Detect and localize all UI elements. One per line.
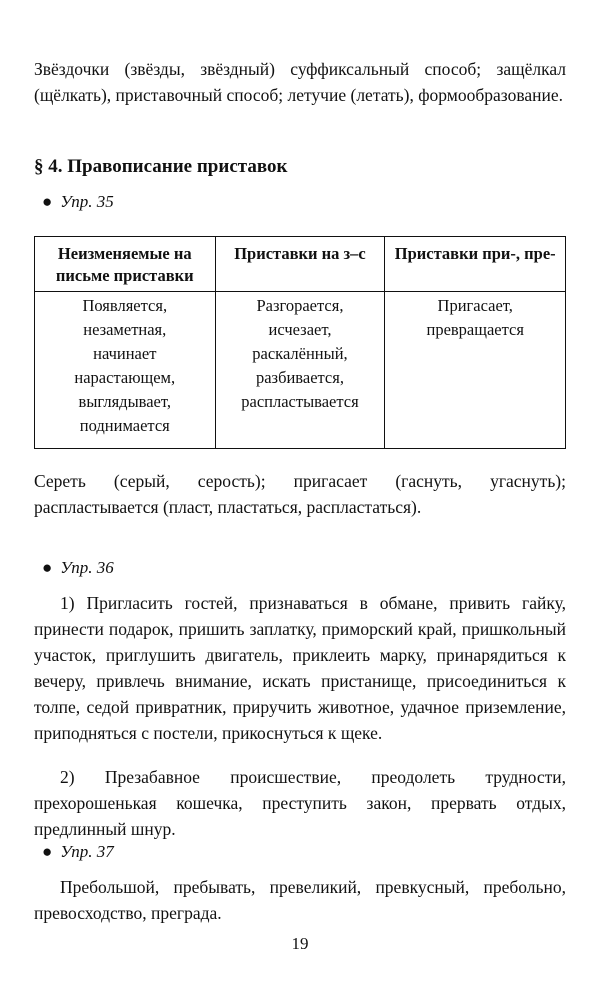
intro-line-3: (летать), формообразование. bbox=[350, 85, 564, 105]
intro-line-1: Звёздочки (звёзды, звёздный) суффиксальный способ; bbox=[34, 59, 482, 79]
exercise-36-label-text: Упр. 36 bbox=[60, 558, 114, 577]
table-header-unchangeable: Неизменяемые на письме приставки bbox=[35, 237, 216, 292]
table-word: незаметная, bbox=[83, 320, 167, 339]
table-word: исчезает, bbox=[268, 320, 332, 339]
table-cell-pri-pre bbox=[385, 292, 566, 449]
table-header-pri-pre: Приставки при-, пре- bbox=[385, 237, 566, 292]
exercise-35-analysis: Сереть (серый, серость); пригасает (гаснуть, угаснуть); распластывается (пласт, пластаться, распластаться). bbox=[34, 471, 566, 517]
section-heading: § 4. Правописание приставок bbox=[34, 156, 288, 177]
exercise-36-label bbox=[42, 558, 114, 578]
intro-line-2: защёлкал (щёлкать), приставочный способ; летучие bbox=[34, 59, 567, 105]
prefix-table bbox=[34, 236, 566, 449]
intro-paragraph bbox=[34, 56, 566, 108]
exercise-37-text: Пребольшой, пребывать, превеликий, превкусный, пребольно, превосходство, преграда. bbox=[34, 877, 566, 923]
exercise-35-label-text: Упр. 35 bbox=[60, 192, 114, 211]
table-word: раскалённый, bbox=[252, 344, 348, 363]
bullet-icon: ● bbox=[42, 558, 53, 577]
table-cell-z-s bbox=[215, 292, 385, 449]
table-word: поднимается bbox=[79, 416, 170, 435]
page-number: 19 bbox=[291, 934, 309, 953]
table-word: начинает bbox=[93, 344, 157, 363]
exercise-36-part-1: 1) Пригласить гостей, признаваться в обмане, привить гайку, принести подарок, пришить заплатку, приморский край, пришкольный участок, приглушить двигатель, приклеить марку, принарядиться к вечеру, привлечь внимание, искать пристанище, присоединиться к толпе, седой привратник, приручить животное, удачное приземление, приподняться с постели, прикоснуться к щеке. bbox=[34, 593, 566, 743]
table-word: распластывается bbox=[241, 392, 359, 411]
table-word: нарастающем, bbox=[74, 368, 176, 387]
bullet-icon: ● bbox=[42, 842, 53, 861]
table-word: Разгорается, bbox=[256, 296, 344, 315]
exercise-36-part-2: 2) Презабавное происшествие, преодолеть трудности, прехорошенькая кошечка, преступить закон, прервать отдых, предлинный шнур. bbox=[34, 767, 566, 839]
table-word: Появляется, bbox=[82, 296, 168, 315]
exercise-37-label bbox=[42, 842, 114, 862]
table-word: превращается bbox=[426, 320, 524, 339]
table-word: Пригасает, bbox=[437, 296, 513, 315]
table-word: выглядывает, bbox=[78, 392, 171, 411]
table-word: разбивается, bbox=[255, 368, 344, 387]
exercise-37-label-text: Упр. 37 bbox=[60, 842, 114, 861]
exercise-35-label bbox=[42, 192, 114, 212]
table-header-z-s: Приставки на з–с bbox=[215, 237, 385, 292]
bullet-icon: ● bbox=[42, 192, 53, 211]
table-cell-unchangeable bbox=[35, 292, 216, 449]
